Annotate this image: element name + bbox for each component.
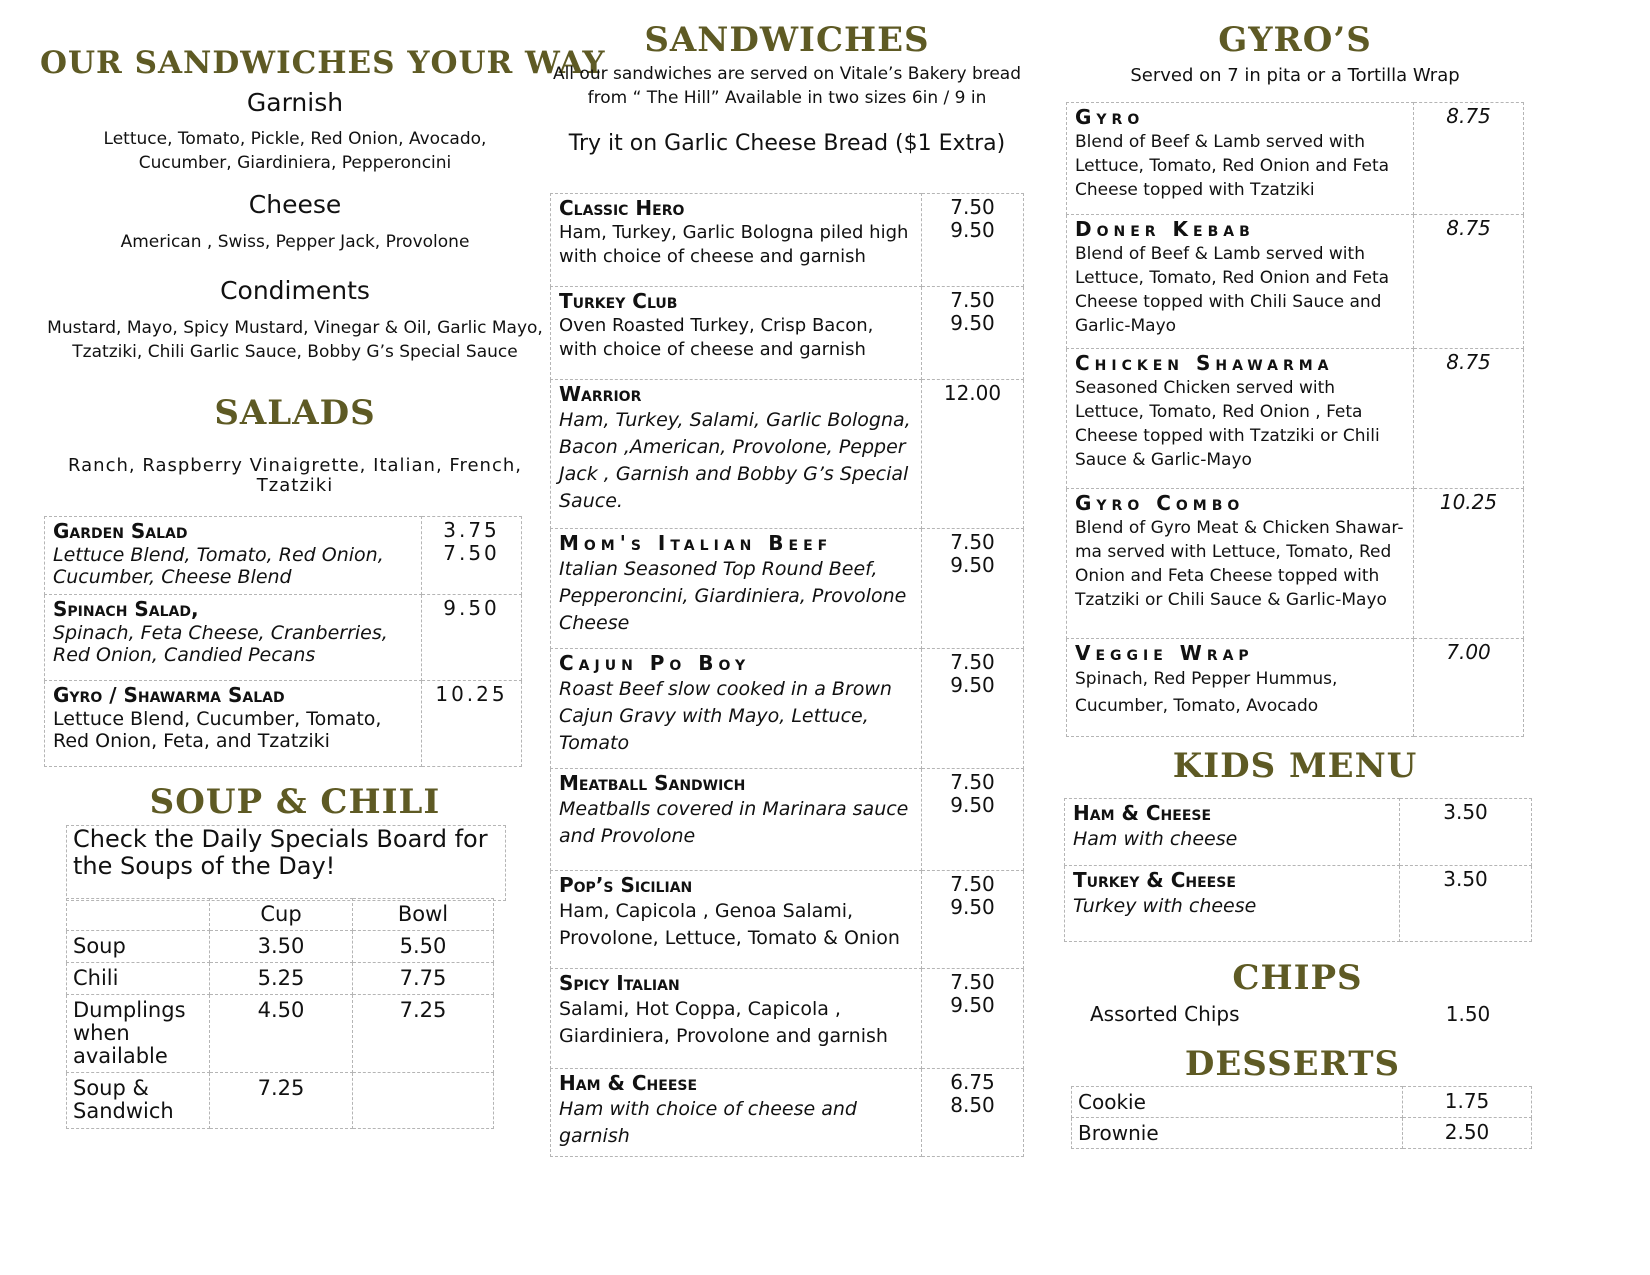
price-small: 3.75	[443, 518, 500, 542]
price: 8.75	[1414, 103, 1524, 215]
table-row	[551, 769, 1024, 871]
price-6in: 7.50	[950, 872, 995, 896]
garlic-cheese-bread-note: Try it on Garlic Cheese Bread ($1 Extra)	[568, 131, 1006, 156]
item-name: Mom's Italian Beef	[559, 531, 833, 555]
table-row	[1067, 349, 1524, 489]
garnish-list	[40, 127, 550, 175]
table-row	[1072, 1118, 1532, 1149]
price: 7.00	[1414, 639, 1524, 737]
price-9in: 9.50	[950, 673, 995, 697]
item-name: Turkey Club	[559, 289, 678, 313]
price-6in: 7.50	[950, 970, 995, 994]
item-desc: Italian Seasoned Top Round Beef, Pepperoncini, Giardiniera, Provolone Cheese	[559, 558, 907, 634]
chips-title: CHIPS	[1232, 958, 1363, 998]
item-desc: Ham, Capicola , Genoa Salami, Provolone, Lettuce, Tomato & Onion	[559, 900, 900, 949]
price: 3.50	[1400, 799, 1532, 866]
item-desc: Ham, Turkey, Salami, Garlic Bologna, Bacon ,American, Provolone, Pepper Jack , Garnish and Bobby G’s Special Sauce.	[559, 409, 911, 512]
condiments-line: Mustard, Mayo, Spicy Mustard, Vinegar & Oil, Garlic Mayo,	[47, 318, 543, 338]
kids-table	[1064, 798, 1532, 942]
price: 9.50	[443, 596, 500, 620]
price-9in: 8.50	[950, 1093, 995, 1117]
item-name: Veggie Wrap	[1075, 641, 1254, 665]
dessert-price: 1.75	[1403, 1087, 1532, 1118]
item-desc: Salami, Hot Coppa, Capicola , Giardiniera, Provolone and garnish	[559, 998, 888, 1047]
price-6in: 7.50	[950, 288, 995, 312]
dressings-list	[40, 456, 550, 496]
item-desc: Blend of Beef & Lamb served with Lettuce, Tomato, Red Onion and Feta Cheese topped with Chili Sauce and Garlic-Mayo	[1075, 244, 1390, 336]
table-row	[1065, 866, 1532, 942]
dessert-name: Cookie	[1072, 1087, 1403, 1118]
item-desc: Ham with choice of cheese and garnish	[559, 1098, 857, 1147]
table-row	[1067, 103, 1524, 215]
price-6in: 7.50	[950, 530, 995, 554]
soup-name: Chili	[67, 963, 210, 995]
item-name: Garden Salad	[53, 519, 188, 543]
table-row	[1065, 799, 1532, 866]
table-row	[45, 681, 522, 767]
table-row	[551, 529, 1024, 649]
table-row	[67, 995, 494, 1073]
item-desc: Lettuce Blend, Cucumber, Tomato, Red Onion, Feta, and Tzatziki	[53, 708, 382, 752]
item-name: Meatball Sandwich	[559, 771, 746, 795]
garnish-heading: Garnish	[246, 88, 344, 117]
salads-title: SALADS	[214, 393, 376, 433]
table-row	[67, 899, 494, 931]
price: 8.75	[1414, 349, 1524, 489]
price-9in: 9.50	[950, 553, 995, 577]
table-row	[551, 287, 1024, 380]
dessert-name: Brownie	[1072, 1118, 1403, 1149]
gyros-table	[1066, 102, 1524, 737]
soup-chili-title: SOUP & CHILI	[149, 782, 441, 822]
price-6in: 7.50	[950, 195, 995, 219]
table-row	[1067, 639, 1524, 737]
price-9in: 9.50	[950, 793, 995, 817]
table-row	[551, 380, 1024, 529]
cup-price: 5.25	[210, 963, 353, 995]
dessert-price: 2.50	[1403, 1118, 1532, 1149]
table-row	[551, 1069, 1024, 1157]
soup-name: Soup &	[73, 1076, 149, 1100]
item-name: Turkey & Cheese	[1073, 868, 1236, 892]
soup-header-bowl: Bowl	[353, 899, 494, 931]
table-row	[1067, 215, 1524, 349]
desserts-title: DESSERTS	[1184, 1044, 1401, 1084]
cup-price: 7.25	[210, 1073, 353, 1129]
cheese-heading: Cheese	[248, 190, 342, 219]
soup-header-cup: Cup	[210, 899, 353, 931]
item-name: Chicken Shawarma	[1075, 351, 1334, 375]
table-row	[551, 969, 1024, 1069]
item-name: Warrior	[559, 382, 642, 406]
dressings-line: Tzatziki	[256, 475, 334, 496]
item-desc: Ham, Turkey, Garlic Bologna piled high with choice of cheese and garnish	[559, 222, 909, 267]
table-row	[45, 517, 522, 595]
chips-price: 1.50	[1445, 1002, 1491, 1026]
garnish-line: Lettuce, Tomato, Pickle, Red Onion, Avocado,	[103, 129, 487, 149]
item-name: Spicy Italian	[559, 971, 680, 995]
condiments-list	[40, 316, 550, 364]
dressings-line: Ranch, Raspberry Vinaigrette, Italian, French,	[68, 455, 522, 476]
item-name: Pop’s Sicilian	[559, 873, 693, 897]
price-large: 7.50	[443, 541, 500, 565]
bowl-price: 7.25	[353, 995, 494, 1073]
price-6in: 6.75	[950, 1070, 995, 1094]
item-desc: Blend of Beef & Lamb served with Lettuce, Tomato, Red Onion and Feta Cheese topped with Tzatziki	[1075, 132, 1390, 200]
table-row	[551, 871, 1024, 969]
price: 3.50	[1400, 866, 1532, 942]
chips-item: Assorted Chips	[1090, 1002, 1240, 1026]
kids-menu-title: KIDS MENU	[1172, 746, 1418, 786]
item-desc: Ham with cheese	[1073, 828, 1238, 850]
intro-line: All our sandwiches are served on Vitale’s Bakery bread	[552, 64, 1022, 84]
table-row	[67, 931, 494, 963]
table-row	[45, 595, 522, 681]
intro-line: from “ The Hill” Available in two sizes 6in / 9 in	[587, 88, 987, 108]
bowl-price	[353, 1073, 494, 1129]
gyros-intro: Served on 7 in pita or a Tortilla Wrap	[1130, 65, 1460, 86]
item-name: Cajun Po Boy	[559, 651, 751, 675]
price: 12.00	[943, 381, 1002, 405]
soup-table	[66, 898, 494, 1129]
sandwiches-title: SANDWICHES	[644, 20, 930, 60]
item-desc: Meatballs covered in Marinara sauce and Provolone	[559, 798, 909, 847]
price: 8.75	[1414, 215, 1524, 349]
gyros-title: GYRO’S	[1218, 20, 1372, 60]
soup-note: Check the Daily Specials Board for the Soups of the Day!	[66, 825, 506, 901]
salads-table	[44, 516, 522, 767]
item-desc: Blend of Gyro Meat & Chicken Shawar-ma served with Lettuce, Tomato, Red Onion and Feta Cheese topped with Tzatziki or Chili Sauce & Garlic-Mayo	[1075, 518, 1404, 610]
condiments-heading: Condiments	[220, 276, 370, 305]
desserts-table	[1071, 1086, 1532, 1149]
item-name: Classic Hero	[559, 196, 685, 220]
item-desc: Turkey with cheese	[1073, 895, 1257, 917]
item-name: Ham & Cheese	[559, 1071, 698, 1095]
item-desc: Roast Beef slow cooked in a Brown Cajun Gravy with Mayo, Lettuce, Tomato	[559, 678, 892, 754]
item-name: Doner Kebab	[1075, 217, 1255, 241]
item-desc: Spinach, Feta Cheese, Cranberries, Red Onion, Candied Pecans	[53, 622, 388, 666]
price: 10.25	[1414, 489, 1524, 639]
price-6in: 7.50	[950, 770, 995, 794]
table-row	[551, 194, 1024, 287]
soup-header-blank	[67, 899, 210, 931]
price-9in: 9.50	[950, 895, 995, 919]
item-desc: Oven Roasted Turkey, Crisp Bacon, with choice of cheese and garnish	[559, 315, 874, 360]
item-name: Gyro	[1075, 105, 1145, 129]
price-9in: 9.50	[950, 218, 995, 242]
price-6in: 7.50	[950, 650, 995, 674]
item-desc: Spinach, Red Pepper Hummus, Cucumber, Tomato, Avocado	[1075, 669, 1338, 716]
bowl-price: 5.50	[353, 931, 494, 963]
sandwiches-your-way-title: OUR SANDWICHES YOUR WAY	[40, 45, 606, 81]
sandwiches-intro	[550, 62, 1024, 110]
cup-price: 4.50	[210, 995, 353, 1073]
item-name: Spinach Salad,	[53, 597, 199, 621]
soup-name-line2: Sandwich	[73, 1099, 174, 1123]
soup-name: Dumplings	[73, 998, 186, 1022]
soup-name: Soup	[67, 931, 210, 963]
item-name: Gyro / Shawarma Salad	[53, 683, 285, 707]
sandwiches-table	[550, 193, 1024, 1157]
price-9in: 9.50	[950, 993, 995, 1017]
item-desc: Lettuce Blend, Tomato, Red Onion, Cucumber, Cheese Blend	[53, 544, 384, 588]
item-name: Gyro Combo	[1075, 491, 1245, 515]
item-desc: Seasoned Chicken served with Lettuce, Tomato, Red Onion , Feta Cheese topped with Tzatziki or Chili Sauce & Garlic-Mayo	[1075, 378, 1380, 470]
soup-note-line: when available	[73, 1021, 168, 1068]
price: 10.25	[435, 682, 508, 706]
garnish-line: Cucumber, Giardiniera, Pepperoncini	[138, 153, 452, 173]
cup-price: 3.50	[210, 931, 353, 963]
table-row	[1072, 1087, 1532, 1118]
condiments-line: Tzatziki, Chili Garlic Sauce, Bobby G’s Special Sauce	[72, 342, 518, 362]
table-row	[67, 1073, 494, 1129]
table-row	[67, 963, 494, 995]
table-row	[1067, 489, 1524, 639]
item-name: Ham & Cheese	[1073, 801, 1212, 825]
price-9in: 9.50	[950, 311, 995, 335]
cheese-list: American , Swiss, Pepper Jack, Provolone	[120, 232, 470, 252]
table-row	[551, 649, 1024, 769]
bowl-price: 7.75	[353, 963, 494, 995]
